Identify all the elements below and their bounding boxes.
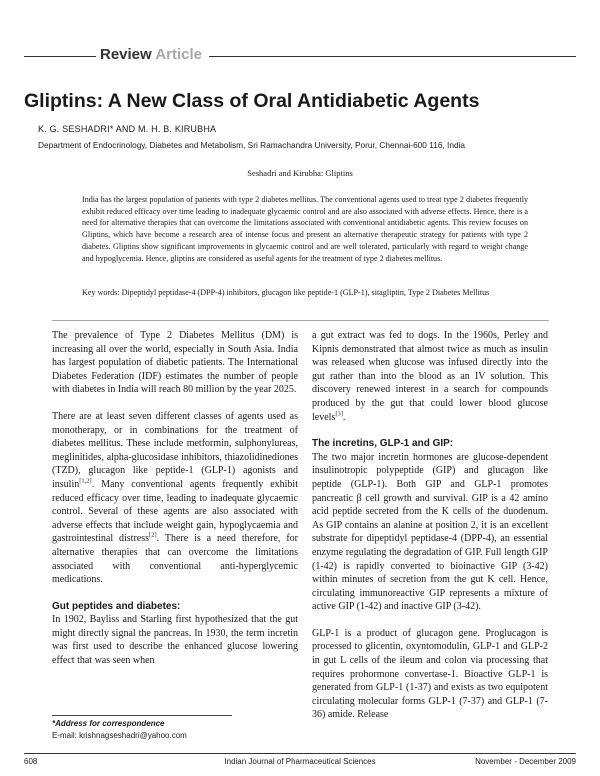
paragraph-glp1: GLP-1 is a product of glucagon gene. Proglucagon is processed to glicentin, oxyntomodulin, GLP-1 and GLP-2 in gut L cells of the ileum and colon via processing that requires prohormone convertase-1. Bioactive GLP-1 is generated from GLP-1 (1-37) and exists as two equipotent circulating molecular forms GLP-1 (7-37) and GLP-1 (7-36) amide. Release [312, 627, 548, 721]
citation-2: [2] [149, 531, 157, 539]
section-label [100, 46, 202, 63]
citation-3: [3] [335, 410, 343, 418]
authors: K. G. SESHADRI* AND M. H. B. KIRUBHA [38, 124, 217, 134]
running-head: Seshadri and Kirubha: Gliptins [247, 168, 353, 178]
page-number: 608 [24, 757, 38, 766]
footer-rule [24, 753, 576, 754]
section-label-review: Review [100, 46, 152, 63]
section-divider [52, 320, 549, 321]
heading-gut-peptides: Gut peptides and diabetes: [52, 600, 181, 612]
header-rule-right [209, 56, 576, 57]
paragraph-history: In 1902, Bayliss and Starling first hypothesized that the gut might directly signal the pancreas. In 1930, the term incretin was first used to describe the enhanced glucose lowering effect that was seen when [52, 614, 298, 667]
correspondence-email: E-mail: krishnagseshadri@yahoo.com [52, 731, 187, 740]
article-title: Gliptins: A New Class of Oral Antidiabetic Agents [24, 90, 480, 112]
right-column [312, 329, 548, 722]
section-label-article: Article [155, 46, 203, 63]
journal-name: Indian Journal of Pharmaceutical Sciences [224, 757, 376, 766]
issue-date: November - December 2009 [475, 757, 576, 766]
header-rule-left [24, 56, 96, 57]
footnote-rule [52, 715, 232, 716]
keywords-label: Key words: [82, 288, 120, 297]
citation-1-2: [1,2] [79, 477, 92, 485]
left-column [52, 329, 298, 668]
paragraph-gip: The two major incretin hormones are glucose-dependent insulinotropic polypeptide (GIP) and glucagon like peptide (GLP-1). Both GIP and GLP-1 promotes pancreatic β cell growth and survival. GIP is a 42 amino acid peptide secreted from the K cells of the duodenum. As GIP contains an alanine at position 2, it is an excellent substrate for dipeptidyl peptidase-4 (DPP-4), an essential enzyme regulating the degradation of GIP. Full length GIP (1-42) is rapidly converted to bioinactive GIP (3-42) within minutes of secretion from the gut K cell. Hence, circulating immunoreactive GIP represents a mixture of active GIP (1-42) and inactive GIP (3-42). [312, 451, 548, 613]
keywords [82, 287, 528, 299]
abstract: India has the largest population of patients with type 2 diabetes mellitus. The conventional agents used to treat type 2 diabetes frequently exhibit reduced efficacy over time leading to inadequate glycaemic control and are also associated with adverse effects. Hence, there is a need for alternative therapies that can overcome the limitations associated with conventional antidiabetic agents. This review focuses on Gliptins, which have become a research area of intense focus and present an alternative therapeutic strategy for patients with type 2 diabetes. Gliptins show significant improvements in glycaemic control and are well tolerated, particularly with regard to weight change and hypoglycemia. Hence, gliptins are considered as useful agents for the treatment of type 2 diabetes mellitus. [82, 195, 528, 263]
affiliation: Department of Endocrinology, Diabetes and Metabolism, Sri Ramachandra University, Porur, Chennai-600 116, India [38, 140, 466, 150]
paragraph-agents: There are at least seven different classes of agents used as monotherapy, or in combinations for the treatment of diabetes mellitus. These include metformin, sulphonylureas, meglinitides, alpha-glucosidase inhibitors, thiazolidinediones (TZD), glucagon like peptide-1 (GLP-1) agonists and insulin[1,2]. Many conventional agents frequently exhibit reduced efficacy over time, leading to inadequate glycaemic control. Several of these agents are also associated with adverse effects that include weight gain, hypoglycaemia and gastrointestinal distress[2]. There is a need therefore, for alternative therapies that can overcome the limitations associated with conventional anti-hyperglycemic medications. [52, 410, 298, 586]
paragraph-gut-extract: a gut extract was fed to dogs. In the 1960s, Perley and Kipnis demonstrated that almost twice as much as insulin was released when glucose was infused directly into the gut rather than into the blood as an IV solution. This discovery renewed interest in a search for compounds produced by the gut that could lower blood glucose levels[3]. [312, 330, 548, 423]
correspondence-note: *Address for correspondence [52, 719, 165, 728]
paragraph-intro: The prevalence of Type 2 Diabetes Mellitus (DM) is increasing all over the world, especially in South Asia. India has largest population of diabetic patients. The International Diabetes Federation (IDF) estimates the number of people with diabetes in India will reach 80 million by the year 2025. [52, 330, 298, 396]
keywords-list: Dipeptidyl peptidase-4 (DPP-4) inhibitors, glucagon like peptide-1 (GLP-1), sitagliptin, Type 2 Diabetes Mellitus [121, 288, 490, 297]
heading-incretins: The incretins, GLP-1 and GIP: [312, 438, 454, 450]
